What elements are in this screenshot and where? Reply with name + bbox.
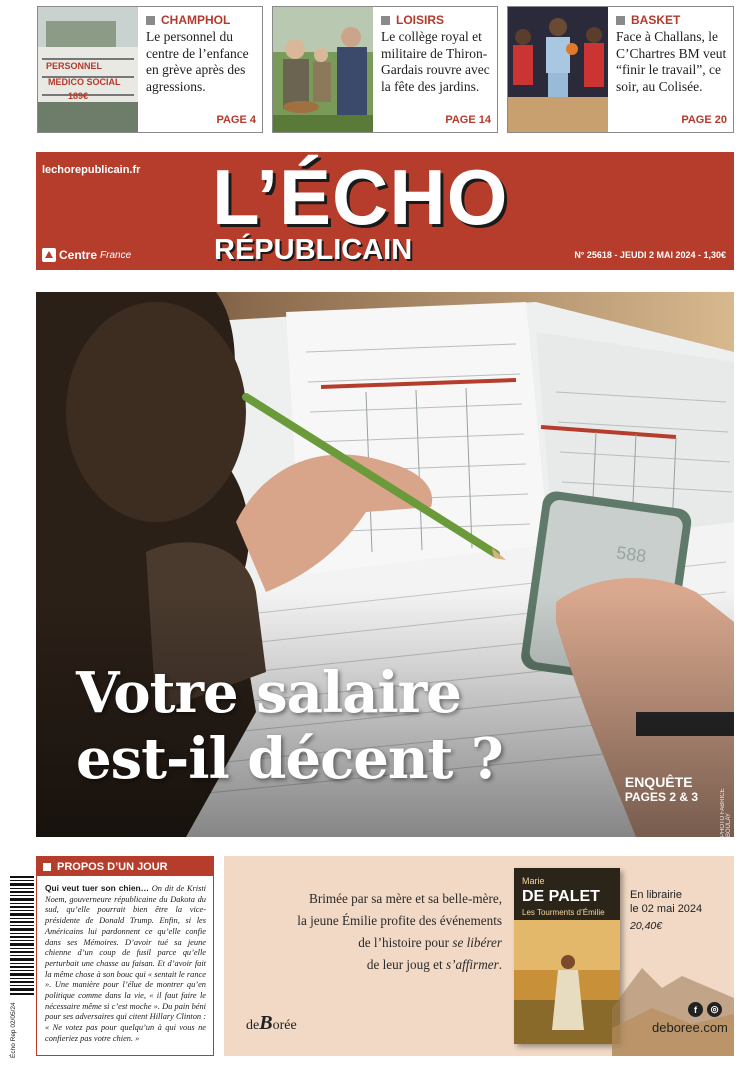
svg-text:PERSONNEL: PERSONNEL: [46, 61, 103, 71]
propos-title: PROPOS D’UN JOUR: [57, 860, 168, 873]
hero-photo: [36, 292, 734, 837]
book-title: Les Tourments d’Émilie: [522, 908, 605, 917]
svg-text:189€: 189€: [68, 91, 89, 101]
availability-date: le 02 mai 2024: [630, 903, 703, 915]
bullet-square-icon: [146, 16, 155, 25]
book-cover: [514, 868, 620, 1044]
newspaper-title: L’ÉCHO: [212, 153, 509, 241]
group-name-italic: France: [100, 249, 132, 261]
facebook-icon[interactable]: f: [688, 1002, 703, 1017]
headline-line-2: est-il décent ?: [76, 726, 503, 792]
teaser-champhol[interactable]: [37, 6, 263, 133]
teaser-text: Le collège royal et militaire de Thiron-Gardais rouvre avec la fête des jardins.: [381, 29, 490, 94]
centre-france-logo: [42, 248, 131, 262]
teaser-photo: [273, 7, 373, 132]
ad-copy: [254, 888, 502, 976]
teaser-page-link[interactable]: PAGE 14: [445, 114, 491, 126]
ad-line-4-end: .: [498, 957, 502, 972]
teaser-category: [146, 13, 256, 27]
group-name-bold: Centre: [59, 248, 98, 262]
propos-column: [36, 856, 214, 1056]
ad-line-4-emphasis: s’affirmer: [445, 957, 499, 972]
propos-body: On dit de Kristi Noem, gouverneure républicaine du Dakota du sud, qu’elle pourrait bien être la vice-présidente de Donald Trump. Enfin, si les Américains lui pardonnent ce qu’elle confie dans ses Mémoires. D’avoir tué sa jeune chienne d’un coup de fusil parce qu’elle perturbait une chasse au faisan. Et d’avoir fait la même chose à son bouc qui « sentait le rance ». Une manière pour l’élue de montrer qu’en politique comme dans la vie, « il faut faire le nécessaire même si c’est moche ». Du pain béni pour ses adversaires qui citent Hillary Clinton : « Ne votez pas pour quelqu’un à qui vous ne confieriez pas votre chien. »: [45, 884, 206, 1043]
publisher-website[interactable]: deboree.com: [652, 1020, 728, 1035]
book-author-last: DE PALET: [522, 888, 600, 905]
availability-label: En librairie: [630, 889, 682, 901]
teaser-page-link[interactable]: PAGE 20: [681, 114, 727, 126]
teaser-category: [381, 13, 491, 27]
book-cover-art: [514, 920, 620, 1044]
propos-header: [37, 857, 213, 876]
instagram-icon[interactable]: ◎: [707, 1002, 722, 1017]
book-advertisement[interactable]: [224, 856, 734, 1056]
teaser-photo: [38, 7, 138, 132]
bullet-square-icon: [43, 863, 51, 871]
ad-line-4: [254, 954, 502, 976]
ad-line-4-text: de leur joug et: [366, 957, 446, 972]
ad-line-3: [254, 932, 502, 954]
propos-lead: Qui veut tuer son chien…: [45, 883, 149, 893]
ad-line-2: la jeune Émilie profite des événements: [297, 913, 502, 928]
teaser-text: Le personnel du centre de l’enfance en grève après des agressions.: [146, 29, 249, 94]
book-price: 20,40€: [630, 920, 663, 932]
ad-line-1: Brimée par sa mère et sa belle-mère,: [309, 891, 502, 906]
headline-line-1: Votre salaire: [76, 660, 461, 726]
availability: [630, 888, 702, 933]
teaser-text: Face à Challans, le C’Chartres BM veut “finir le travail”, ce soir, au Colisée.: [616, 29, 727, 94]
publisher-prefix: de: [246, 1018, 260, 1033]
issue-info: N° 25618 - JEUDI 2 MAI 2024 - 1,30€: [574, 250, 726, 260]
teaser-category: [616, 13, 727, 27]
svg-text:MEDICO SOCIAL: MEDICO SOCIAL: [48, 77, 121, 87]
publisher-logo: [246, 1012, 297, 1035]
centre-france-icon: [42, 248, 56, 262]
barcode-label: Écho Rep 02/05/24: [10, 1002, 17, 1058]
teaser-photo: [508, 7, 608, 132]
newspaper-subtitle: RÉPUBLICAIN: [214, 234, 413, 266]
teaser-page-link[interactable]: PAGE 4: [216, 114, 256, 126]
publisher-initial: B: [259, 1012, 273, 1034]
ad-line-3-text: de l’histoire pour: [358, 935, 453, 950]
category-label: CHAMPHOL: [161, 13, 231, 27]
category-label: BASKET: [631, 13, 681, 27]
category-label: LOISIRS: [396, 13, 445, 27]
barcode-icon: [10, 876, 34, 996]
bullet-square-icon: [616, 16, 625, 25]
enquete-reference[interactable]: [625, 774, 698, 804]
pages-label: PAGES 2 & 3: [624, 790, 698, 804]
publisher-suffix: orée: [272, 1018, 297, 1033]
social-links: [688, 1002, 722, 1017]
masthead: [36, 152, 734, 270]
section-label: ENQUÊTE: [624, 774, 693, 790]
site-url[interactable]: lechorepublicain.fr: [42, 164, 141, 176]
teaser-basket[interactable]: [507, 6, 734, 133]
propos-text: [37, 876, 213, 1045]
teaser-loisirs[interactable]: [272, 6, 498, 133]
photo-credit: PHOTO FABRICE BOULAY: [720, 788, 732, 837]
main-headline[interactable]: [76, 660, 503, 792]
ad-line-3-emphasis: se libérer: [452, 935, 502, 950]
bullet-square-icon: [381, 16, 390, 25]
book-author-first: Marie: [522, 876, 545, 886]
